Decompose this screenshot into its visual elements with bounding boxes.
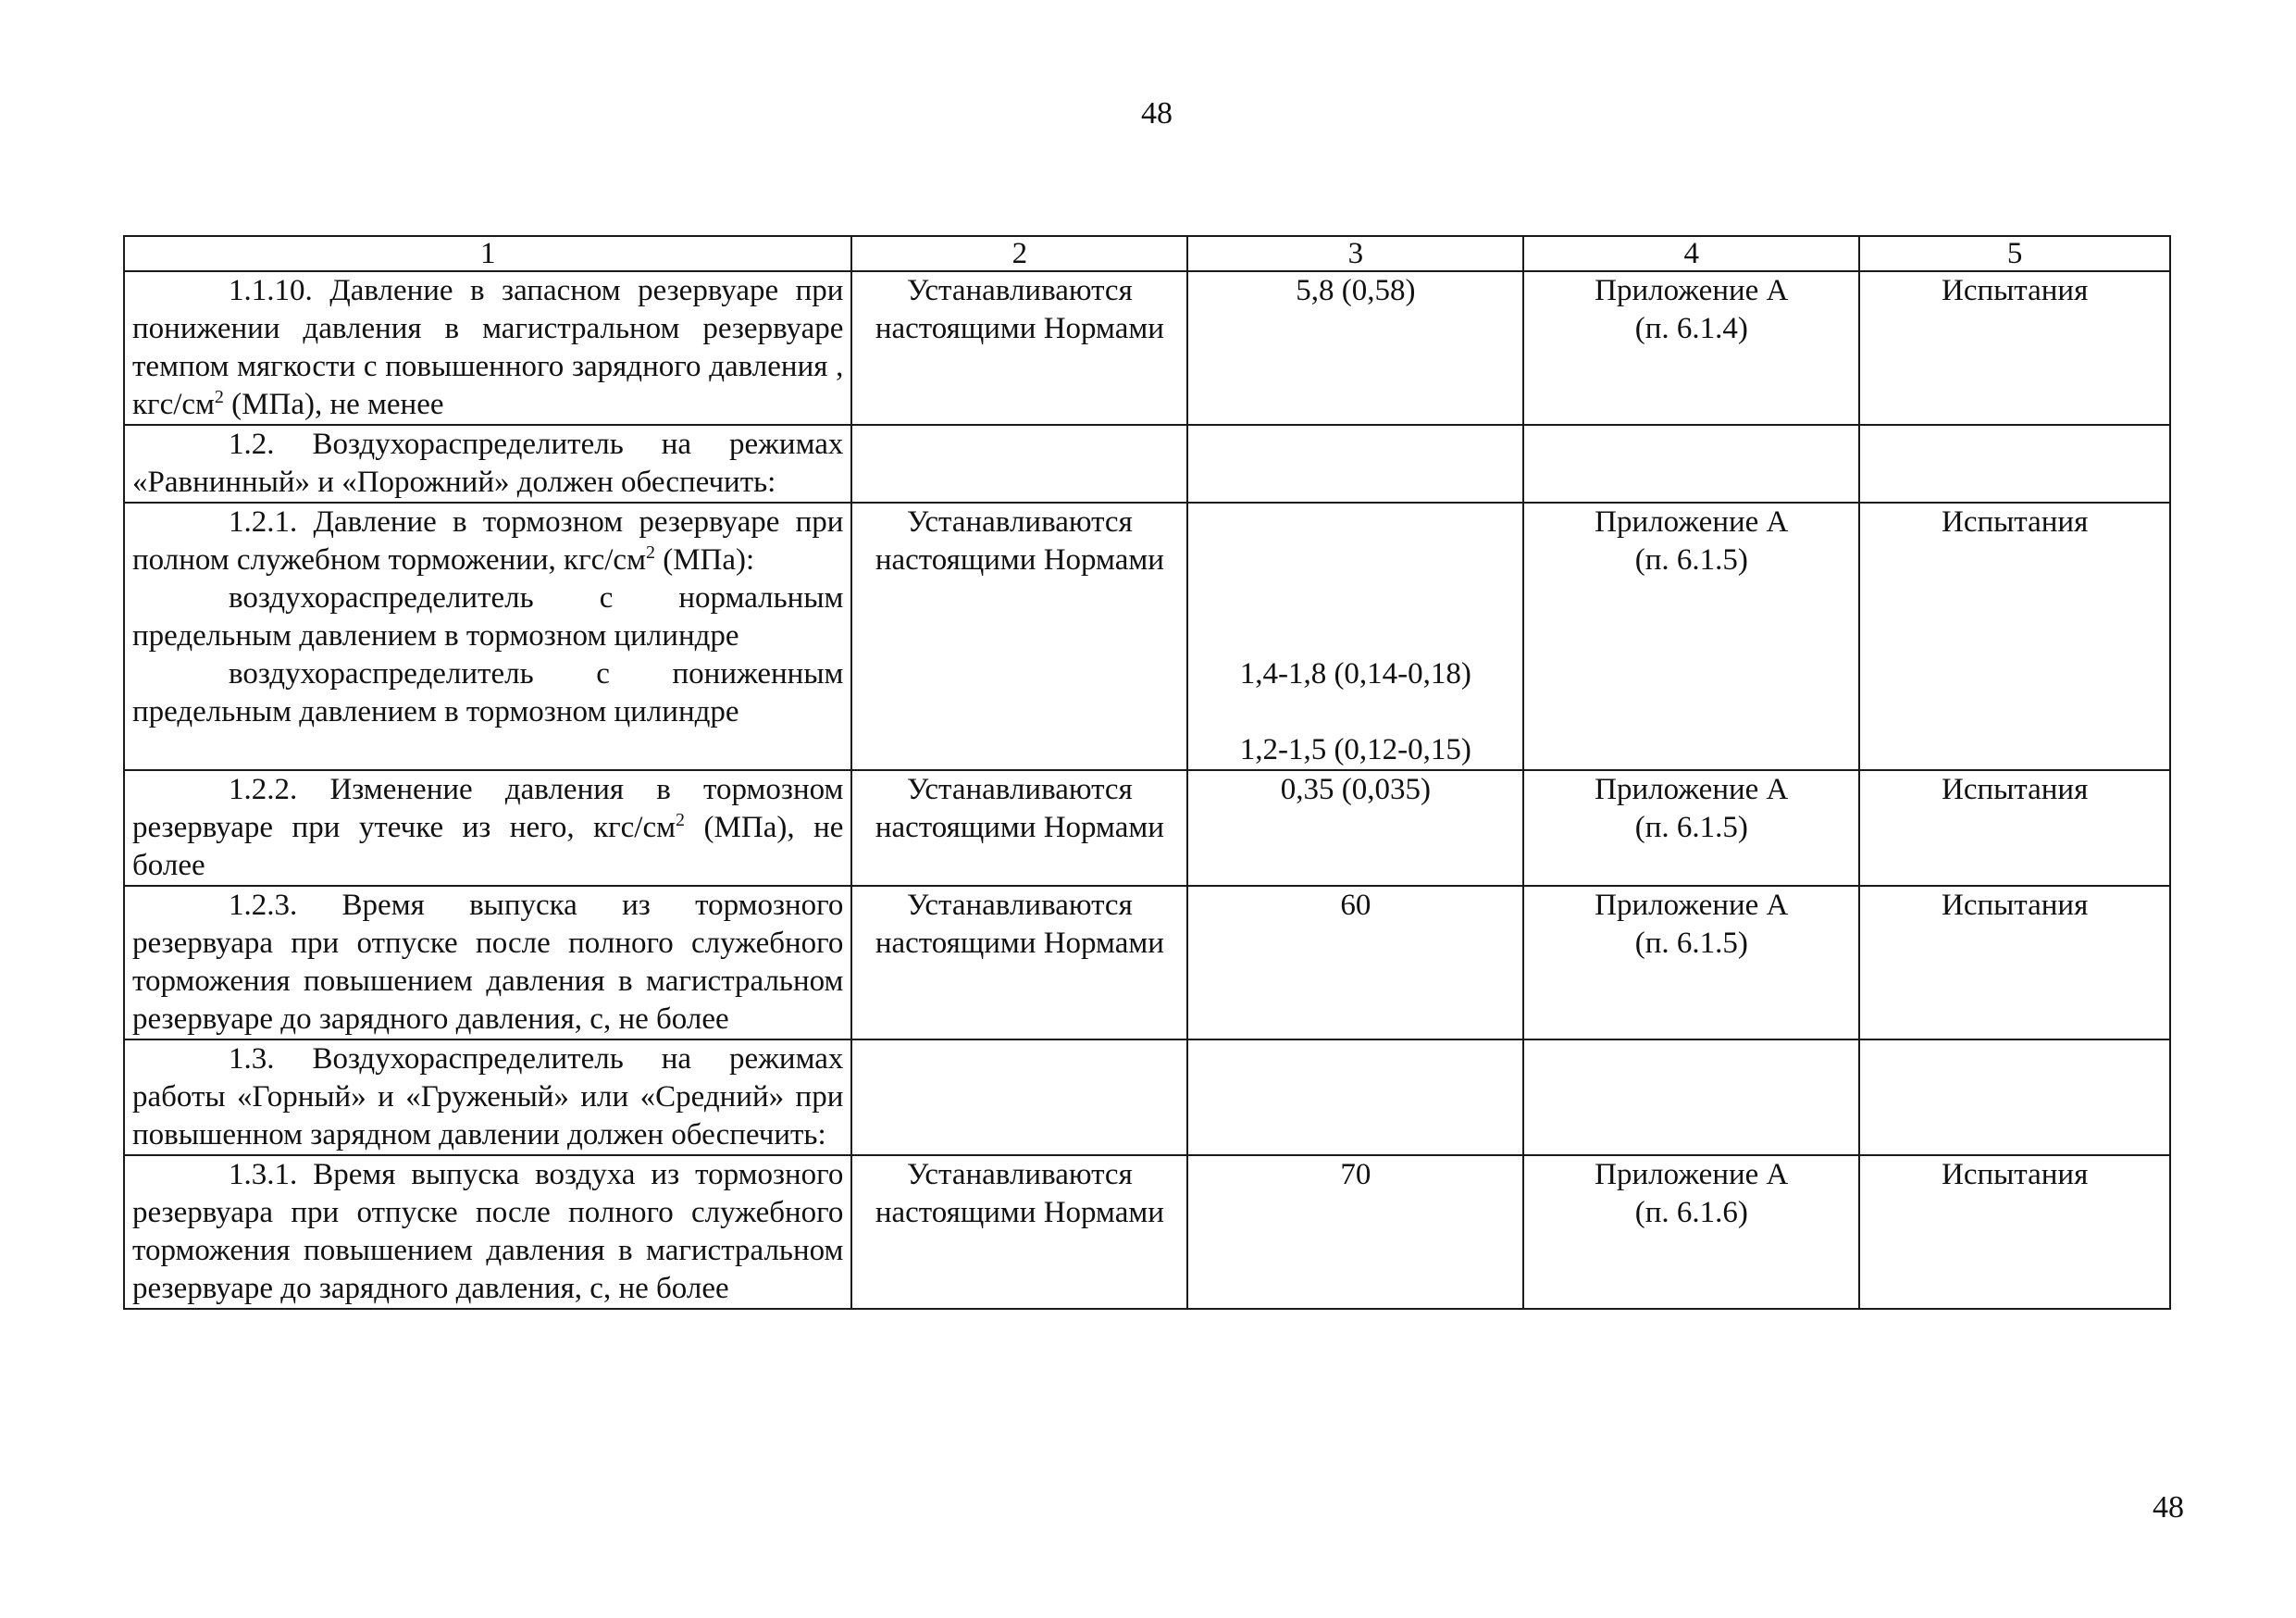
requirement-cell: 1.2.1. Давление в тормозном резервуаре при полном служебном торможении, кгс/$см^2$ (МПа): воздухораспределитель с нормальным предельным давлением в тормозном цилиндре воздухораспределитель с пониженным предельным давлением в тормозном цилиндре	[124, 503, 851, 770]
column-header: 2	[851, 236, 1187, 271]
page-number-bottom: 48	[2153, 1490, 2184, 1525]
page-number-top: 48	[1141, 96, 1173, 131]
table-row	[124, 503, 2170, 770]
empty-cell	[851, 425, 1187, 503]
empty-cell	[1523, 1039, 1859, 1155]
column-header: 1	[124, 236, 851, 271]
value-reduced: 1,2-1,5 (0,12-0,15)	[1239, 733, 1471, 766]
value-normal: 1,4-1,8 (0,14-0,18)	[1239, 657, 1471, 691]
table-row	[124, 271, 2170, 425]
empty-cell	[1523, 425, 1859, 503]
requirement-cell: 1.3.1. Время выпуска воздуха из тормозного резервуара при отпуске после полного служебного торможения повышением давления в магистральном резервуаре до зарядного давления, с, не более	[124, 1155, 851, 1309]
sub-item: воздухораспределитель с пониженным предельным давлением в тормозном цилиндре	[132, 657, 844, 728]
requirement-cell: 1.2.2. Изменение давления в тормозном резервуаре при утечке из него, кгс/$см^2$ (МПа), не более	[124, 770, 851, 886]
norm-source-cell: Устанавливаются настоящими Нормами	[851, 1155, 1187, 1309]
control-type-cell: Испытания	[1859, 1155, 2170, 1309]
empty-cell	[1859, 1039, 2170, 1155]
control-type-cell: Испытания	[1859, 271, 2170, 425]
column-header: 4	[1523, 236, 1859, 271]
value-cell: 0,35 (0,035)	[1187, 770, 1523, 886]
control-type-cell: Испытания	[1859, 503, 2170, 770]
sub-item: воздухораспределитель с нормальным предельным давлением в тормозном цилиндре	[132, 581, 844, 653]
empty-cell	[1187, 425, 1523, 503]
method-cell: Приложение А (п. 6.1.5)	[1523, 503, 1859, 770]
method-cell: Приложение А (п. 6.1.4)	[1523, 271, 1859, 425]
norm-source-cell: Устанавливаются настоящими Нормами	[851, 271, 1187, 425]
empty-cell	[1859, 425, 2170, 503]
column-header: 5	[1859, 236, 2170, 271]
table-row	[124, 1155, 2170, 1309]
table-row	[124, 886, 2170, 1039]
requirements-table	[123, 235, 2171, 1310]
control-type-cell: Испытания	[1859, 770, 2170, 886]
requirement-cell: 1.1.10. Давление в запасном резервуаре при понижении давления в магистральном резервуаре темпом мягкости с повышенного зарядного давления , кгс/$см^2$ (МПа), не менее	[124, 271, 851, 425]
requirement-cell: 1.2.3. Время выпуска из тормозного резервуара при отпуске после полного служебного торможения повышением давления в магистральном резервуаре до зарядного давления, с, не более	[124, 886, 851, 1039]
norm-source-cell: Устанавливаются настоящими Нормами	[851, 503, 1187, 770]
method-cell: Приложение А (п. 6.1.5)	[1523, 770, 1859, 886]
requirement-cell: 1.2. Воздухораспределитель на режимах «Равнинный» и «Порожний» должен обеспечить:	[124, 425, 851, 503]
column-header: 3	[1187, 236, 1523, 271]
control-type-cell: Испытания	[1859, 886, 2170, 1039]
norm-source-cell: Устанавливаются настоящими Нормами	[851, 770, 1187, 886]
value-cell: 60	[1187, 886, 1523, 1039]
method-cell: Приложение А (п. 6.1.5)	[1523, 886, 1859, 1039]
header-row	[124, 236, 2170, 271]
requirement-cell: 1.3. Воздухораспределитель на режимах работы «Горный» и «Груженый» или «Средний» при повышенном зарядном давлении должен обеспечить:	[124, 1039, 851, 1155]
method-cell: Приложение А (п. 6.1.6)	[1523, 1155, 1859, 1309]
table-row	[124, 1039, 2170, 1155]
table-row	[124, 425, 2170, 503]
norm-source-cell: Устанавливаются настоящими Нормами	[851, 886, 1187, 1039]
value-cell: 70	[1187, 1155, 1523, 1309]
table-row	[124, 770, 2170, 886]
empty-cell	[851, 1039, 1187, 1155]
value-cell	[1187, 503, 1523, 770]
empty-cell	[1187, 1039, 1523, 1155]
value-cell: 5,8 (0,58)	[1187, 271, 1523, 425]
